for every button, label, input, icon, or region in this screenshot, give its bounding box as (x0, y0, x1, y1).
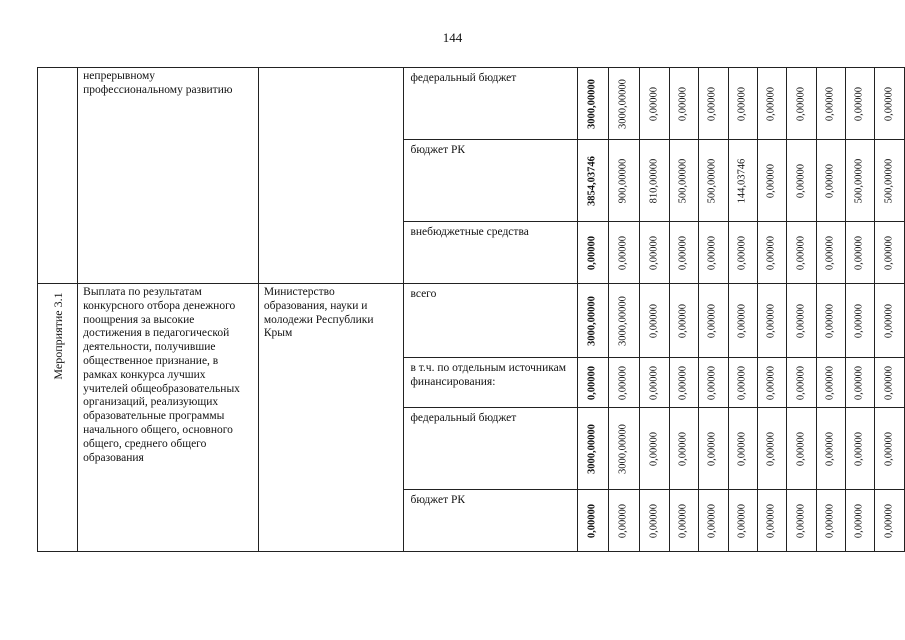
value-cell (669, 140, 698, 222)
year-value: 0,00000 (736, 431, 748, 466)
year-value: 900,00000 (618, 158, 630, 203)
description-cell (78, 68, 259, 284)
year-value: 0,00000 (854, 303, 865, 338)
value-cell (757, 490, 786, 552)
year-value: 0,00000 (854, 503, 865, 538)
value-cell (609, 358, 640, 408)
value-cell (609, 284, 640, 358)
year-value: 0,00000 (854, 86, 865, 121)
year-value: 0,00000 (883, 303, 895, 338)
year-value: 0,00000 (824, 235, 836, 270)
total-value: 3000,00000 (586, 423, 598, 474)
table-body (38, 68, 905, 552)
year-value: 0,00000 (883, 503, 895, 538)
value-cell (816, 284, 845, 358)
value-cell (728, 222, 757, 284)
source-cell (404, 140, 577, 222)
total-cell (577, 222, 608, 284)
value-cell (846, 490, 875, 552)
value-cell (609, 490, 640, 552)
year-value: 0,00000 (736, 235, 748, 270)
value-cell (757, 358, 786, 408)
year-value: 0,00000 (824, 431, 836, 466)
year-value: 0,00000 (707, 235, 719, 270)
year-value: 0,00000 (736, 503, 748, 538)
value-cell (787, 358, 816, 408)
description-text: непрерывному профессиональному развитию (83, 70, 233, 96)
value-cell (640, 140, 669, 222)
value-cell (699, 140, 728, 222)
year-value: 0,00000 (648, 503, 660, 538)
source-cell (404, 358, 577, 408)
year-value: 0,00000 (824, 163, 836, 198)
value-cell (846, 222, 875, 284)
year-value: 0,00000 (707, 86, 719, 121)
value-cell (669, 68, 698, 140)
year-value: 0,00000 (736, 303, 748, 338)
year-value: 0,00000 (795, 365, 807, 400)
value-cell (757, 222, 786, 284)
value-cell (757, 408, 786, 490)
value-cell (875, 490, 905, 552)
total-cell (577, 408, 608, 490)
value-cell (699, 490, 728, 552)
total-cell (577, 68, 608, 140)
year-value: 0,00000 (765, 431, 777, 466)
source-label: бюджет РК (410, 494, 466, 506)
value-cell (640, 222, 669, 284)
value-cell (640, 68, 669, 140)
value-cell (699, 358, 728, 408)
year-value: 500,00000 (707, 158, 719, 203)
value-cell (787, 490, 816, 552)
source-cell (404, 284, 577, 358)
value-cell (640, 490, 669, 552)
measure-description-cell (78, 284, 259, 552)
year-value: 0,00000 (765, 235, 777, 270)
executor-cell (258, 284, 404, 552)
table-row (38, 68, 905, 140)
value-cell (609, 140, 640, 222)
value-cell (875, 358, 905, 408)
total-value: 0,00000 (586, 235, 598, 270)
value-cell (728, 140, 757, 222)
year-value: 0,00000 (795, 163, 807, 198)
value-cell (669, 284, 698, 358)
executor-text: Министерство образования, науки и молодежи Республики Крым (263, 286, 374, 340)
source-label: внебюджетные средства (410, 226, 529, 238)
value-cell (728, 408, 757, 490)
total-value: 3000,00000 (586, 295, 598, 346)
measure-description: Выплата по результатам конкурсного отбора денежного поощрения за высокие достижения в педагогической деятельности, получившие общественное признание, в рамках конкурса лучших учителей общеобразовательных организаций, реализующих образовательные программы начального общего, основного общего, среднего общего образования (83, 286, 240, 464)
value-cell (787, 222, 816, 284)
value-cell (640, 408, 669, 490)
value-cell (728, 284, 757, 358)
year-value: 0,00000 (795, 303, 807, 338)
year-value: 500,00000 (677, 158, 689, 203)
executor-cell-empty (258, 68, 404, 284)
year-value: 144,03746 (736, 158, 748, 203)
year-value: 0,00000 (824, 503, 836, 538)
value-cell (757, 284, 786, 358)
value-cell (816, 358, 845, 408)
total-cell (577, 284, 608, 358)
value-cell (609, 68, 640, 140)
measure-label-cell (38, 284, 78, 552)
year-value: 0,00000 (736, 86, 748, 121)
year-value: 0,00000 (707, 503, 719, 538)
value-cell (846, 140, 875, 222)
year-value: 0,00000 (677, 86, 689, 121)
value-cell (846, 68, 875, 140)
value-cell (875, 222, 905, 284)
year-value: 0,00000 (795, 503, 807, 538)
year-value: 0,00000 (854, 365, 865, 400)
value-cell (669, 222, 698, 284)
year-value: 0,00000 (824, 303, 836, 338)
value-cell (816, 68, 845, 140)
year-value: 0,00000 (648, 431, 660, 466)
total-cell (577, 140, 608, 222)
source-cell (404, 408, 577, 490)
year-value: 0,00000 (677, 365, 689, 400)
year-value: 0,00000 (854, 235, 865, 270)
value-cell (816, 490, 845, 552)
year-value: 0,00000 (677, 503, 689, 538)
source-label: федеральный бюджет (410, 72, 517, 84)
value-cell (875, 408, 905, 490)
value-cell (728, 358, 757, 408)
year-value: 0,00000 (765, 163, 777, 198)
source-label: федеральный бюджет (410, 412, 517, 424)
value-cell (699, 408, 728, 490)
year-value: 0,00000 (648, 303, 660, 338)
value-cell (728, 68, 757, 140)
value-cell (816, 408, 845, 490)
year-value: 500,00000 (883, 158, 895, 203)
year-value: 0,00000 (795, 431, 807, 466)
value-cell (846, 284, 875, 358)
year-value: 3000,00000 (618, 295, 630, 346)
year-value: 0,00000 (618, 503, 630, 538)
year-value: 0,00000 (795, 235, 807, 270)
value-cell (757, 140, 786, 222)
value-cell (757, 68, 786, 140)
year-value: 0,00000 (765, 86, 777, 121)
value-cell (787, 284, 816, 358)
source-label: в т.ч. по отдельным источникам финансирования: (410, 362, 567, 388)
page-number: 144 (442, 30, 463, 45)
year-value: 0,00000 (883, 86, 895, 121)
total-cell (577, 358, 608, 408)
value-cell (669, 490, 698, 552)
total-value: 0,00000 (586, 365, 598, 400)
year-value: 500,00000 (854, 158, 865, 203)
source-cell (404, 222, 577, 284)
year-value: 0,00000 (883, 431, 895, 466)
source-cell (404, 68, 577, 140)
value-cell (787, 408, 816, 490)
year-value: 0,00000 (824, 365, 836, 400)
year-value: 0,00000 (648, 365, 660, 400)
value-cell (846, 408, 875, 490)
source-cell (404, 490, 577, 552)
value-cell (787, 140, 816, 222)
year-value: 0,00000 (618, 365, 630, 400)
value-cell (875, 140, 905, 222)
year-value: 0,00000 (677, 303, 689, 338)
value-cell (699, 68, 728, 140)
year-value: 0,00000 (648, 86, 660, 121)
year-value: 0,00000 (795, 86, 807, 121)
value-cell (640, 358, 669, 408)
value-cell (609, 222, 640, 284)
year-value: 3000,00000 (618, 423, 630, 474)
value-cell (846, 358, 875, 408)
year-value: 0,00000 (883, 235, 895, 270)
table-row (38, 284, 905, 358)
year-value: 0,00000 (736, 365, 748, 400)
year-value: 0,00000 (765, 365, 777, 400)
year-value: 3000,00000 (618, 78, 630, 129)
value-cell (875, 284, 905, 358)
year-value: 0,00000 (648, 235, 660, 270)
value-cell (728, 490, 757, 552)
value-cell (699, 222, 728, 284)
year-value: 0,00000 (677, 431, 689, 466)
source-label: бюджет РК (410, 144, 466, 156)
value-cell (816, 222, 845, 284)
value-cell (875, 68, 905, 140)
value-cell (640, 284, 669, 358)
year-value: 0,00000 (677, 235, 689, 270)
label-cell-empty (38, 68, 78, 284)
value-cell (609, 408, 640, 490)
value-cell (787, 68, 816, 140)
budget-table (37, 67, 905, 552)
year-value: 0,00000 (707, 303, 719, 338)
value-cell (669, 408, 698, 490)
total-value: 0,00000 (586, 503, 598, 538)
measure-label: Мероприятие 3.1 (50, 292, 65, 380)
total-value: 3000,00000 (586, 78, 598, 129)
year-value: 0,00000 (618, 235, 630, 270)
value-cell (669, 358, 698, 408)
year-value: 0,00000 (707, 365, 719, 400)
source-label: всего (410, 288, 437, 300)
year-value: 0,00000 (707, 431, 719, 466)
year-value: 0,00000 (883, 365, 895, 400)
year-value: 0,00000 (765, 503, 777, 538)
year-value: 0,00000 (854, 431, 865, 466)
year-value: 0,00000 (824, 86, 836, 121)
year-value: 0,00000 (765, 303, 777, 338)
year-value: 810,00000 (648, 158, 660, 203)
value-cell (816, 140, 845, 222)
value-cell (699, 284, 728, 358)
total-cell (577, 490, 608, 552)
total-value: 3854,03746 (586, 155, 598, 206)
